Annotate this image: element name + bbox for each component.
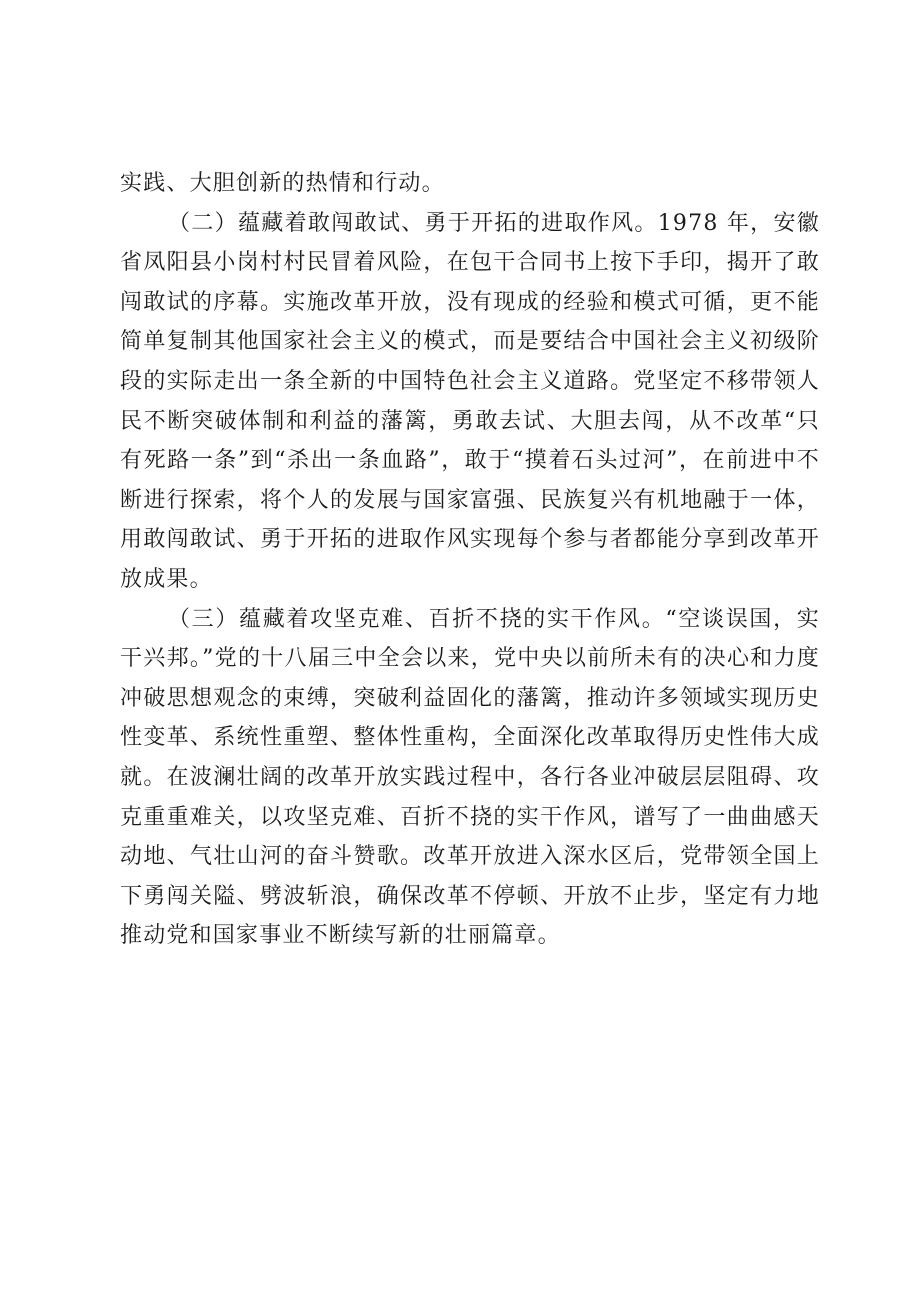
document-body — [120, 164, 820, 956]
paragraph-section-two: （二）蕴藏着敢闯敢试、勇于开拓的进取作风。1978 年，安徽省凤阳县小岗村村民冒着风险，在包干合同书上按下手印，揭开了敢闯敢试的序幕。实施改革开放，没有现成的经验和模式可循，更不能简单复制其他国家社会主义的模式，而是要结合中国社会主义初级阶段的实际走出一条全新的中国特色社会主义道路。党坚定不移带领人民不断突破体制和利益的藩篱，勇敢去试、大胆去闯，从不改革“只有死路一条”到“杀出一条血路”，敢于“摸着石头过河”，在前进中不断进行探索，将个人的发展与国家富强、民族复兴有机地融于一体，用敢闯敢试、勇于开拓的进取作风实现每个参与者都能分享到改革开放成果。 — [120, 210, 820, 592]
paragraph-continuation: 实践、大胆创新的热情和行动。 — [120, 171, 445, 196]
paragraph-section-three: （三）蕴藏着攻坚克难、百折不挠的实干作风。“空谈误国，实干兴邦。”党的十八届三中全会以来，党中央以前所未有的决心和力度冲破思想观念的束缚，突破利益固化的藩篱，推动许多领域实现历史性变革、系统性重塑、整体性重构，全面深化改革取得历史性伟大成就。在波澜壮阔的改革开放实践过程中，各行各业冲破层层阻碍、攻克重重难关，以攻坚克难、百折不挠的实干作风，谱写了一曲曲感天动地、气壮山河的奋斗赞歌。改革开放进入深水区后，党带领全国上下勇闯关隘、劈波斩浪，确保改革不停顿、开放不止步，坚定有力地推动党和国家事业不断续写新的壮丽篇章。 — [120, 606, 820, 949]
